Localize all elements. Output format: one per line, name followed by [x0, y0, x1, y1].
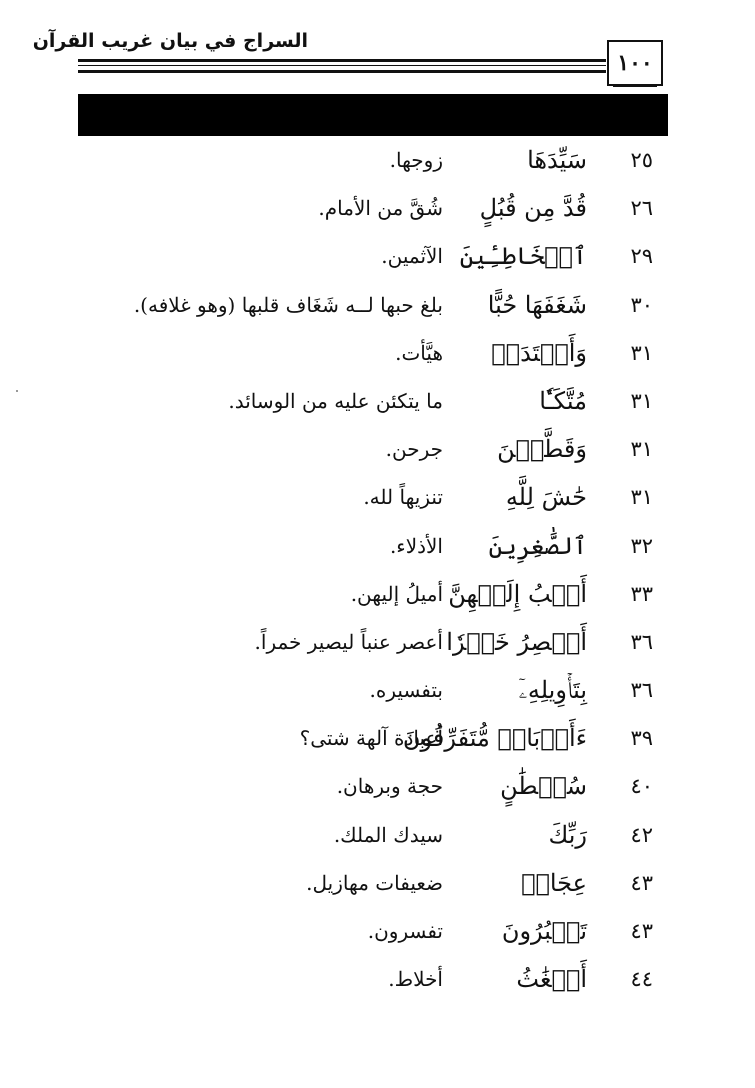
- quran-word: ٱلۡخَاطِـِٔينَ: [459, 242, 587, 271]
- list-item: [0, 764, 755, 812]
- verse-number: ٣١: [630, 388, 653, 413]
- header-rule: [78, 59, 606, 62]
- word-meaning: تفسرون.: [367, 919, 443, 943]
- word-meaning: ضعيفات مهازيل.: [306, 870, 443, 895]
- word-meaning: زوجها.: [389, 148, 443, 172]
- header-rule: [78, 65, 606, 66]
- quran-word: أَضۡغَٰثُ: [516, 965, 587, 994]
- word-meaning: جرحن.: [385, 437, 443, 462]
- list-item: [0, 813, 755, 861]
- page-number-box-tick: [613, 84, 657, 87]
- quran-word: قُدَّ مِن قُبُلٍ: [479, 194, 587, 223]
- verse-number: ٣٢: [630, 533, 653, 558]
- glossary-entries: [0, 138, 755, 1005]
- list-item: [0, 861, 755, 909]
- list-item: [0, 716, 755, 764]
- verse-number: ٣١: [630, 437, 653, 462]
- verse-number: ٣٦: [630, 629, 653, 654]
- list-item: [0, 283, 755, 331]
- quran-word: سَيِّدَهَا: [527, 146, 587, 174]
- quran-word: وَقَطَّعۡنَ: [497, 435, 587, 464]
- word-meaning: بلغ حبها لــه شَغَاف قلبها (وهو غلافه).: [133, 292, 443, 317]
- verse-number: ٣١: [630, 340, 653, 365]
- list-item: [0, 620, 755, 668]
- word-meaning: أميلُ إليهن.: [350, 581, 443, 606]
- list-item: [0, 331, 755, 379]
- running-header-title: السراج في بيان غريب القرآن: [32, 30, 308, 52]
- list-item: [0, 909, 755, 957]
- verse-number: ٣٦: [630, 678, 653, 703]
- verse-number: ٢٥: [630, 148, 653, 172]
- quran-word: ءَأَرۡبَابٞ مُّتَفَرِّقُونَ: [402, 724, 587, 753]
- word-meaning: هيَّأت.: [395, 340, 443, 365]
- list-item: [0, 475, 755, 523]
- verse-number: ٣٠: [630, 292, 653, 317]
- quran-word: شَغَفَهَا حُبًّا: [487, 290, 587, 319]
- verse-number: ٢٩: [630, 244, 653, 269]
- quran-word: بِتَأۡوِيلِهِۦٓ: [518, 676, 587, 705]
- verse-number: ٢٦: [630, 196, 653, 221]
- quran-word: أَعۡصِرُ خَمۡرٗا: [446, 627, 587, 656]
- word-meaning: الأذلاء.: [389, 533, 443, 558]
- word-meaning: أعصر عنباً ليصير خمراً.: [254, 629, 443, 654]
- word-meaning: حجة وبرهان.: [336, 774, 443, 799]
- word-meaning: الآثمين.: [381, 244, 443, 269]
- list-item: [0, 668, 755, 716]
- list-item: [0, 138, 755, 186]
- word-meaning: أخلاط.: [388, 967, 443, 992]
- verse-number: ٤٠: [630, 774, 653, 799]
- list-item: [0, 524, 755, 572]
- verse-number: ٤٢: [630, 822, 653, 847]
- word-meaning: تنزيهاً لله.: [363, 485, 443, 510]
- quran-word: ٱلصَّٰغِرِينَ: [488, 531, 587, 560]
- verse-number: ٤٣: [630, 919, 653, 943]
- list-item: [0, 572, 755, 620]
- list-item: [0, 379, 755, 427]
- quran-word: رَبِّكَ: [548, 820, 587, 849]
- quran-word: مُتَّكَـٔٗا: [539, 386, 587, 415]
- verse-number: ٣٣: [630, 581, 653, 606]
- quran-word: حَٰشَ لِلَّهِ: [505, 483, 587, 512]
- quran-word: سُلۡطَٰنٍ: [500, 772, 587, 801]
- word-meaning: بتفسيره.: [369, 678, 443, 703]
- header-rule: [78, 70, 606, 73]
- quran-word: عِجَافٞ: [521, 868, 587, 897]
- word-meaning: ما يتكئن عليه من الوسائد.: [228, 388, 443, 413]
- verse-number: ٣٩: [630, 726, 653, 751]
- quran-word: وَأَعۡتَدَتۡ: [491, 338, 587, 367]
- list-item: [0, 186, 755, 234]
- page-number-box: ١٠٠: [607, 40, 663, 86]
- list-item: [0, 957, 755, 1005]
- word-meaning: أعبادة آلهة شتى؟: [299, 726, 443, 751]
- quran-word: تَعۡبُرُونَ: [501, 917, 587, 945]
- margin-speck: [16, 390, 18, 392]
- verse-number: ٤٤: [630, 967, 653, 992]
- word-meaning: شُقَّ من الأمام.: [318, 196, 443, 221]
- verse-number: ٤٣: [630, 870, 653, 895]
- word-meaning: سيدك الملك.: [333, 822, 443, 847]
- list-item: [0, 234, 755, 282]
- section-title-bar: [78, 94, 668, 136]
- verse-number: ٣١: [630, 485, 653, 510]
- quran-word: أَصۡبُ إِلَيۡهِنَّ: [448, 579, 587, 608]
- list-item: [0, 427, 755, 475]
